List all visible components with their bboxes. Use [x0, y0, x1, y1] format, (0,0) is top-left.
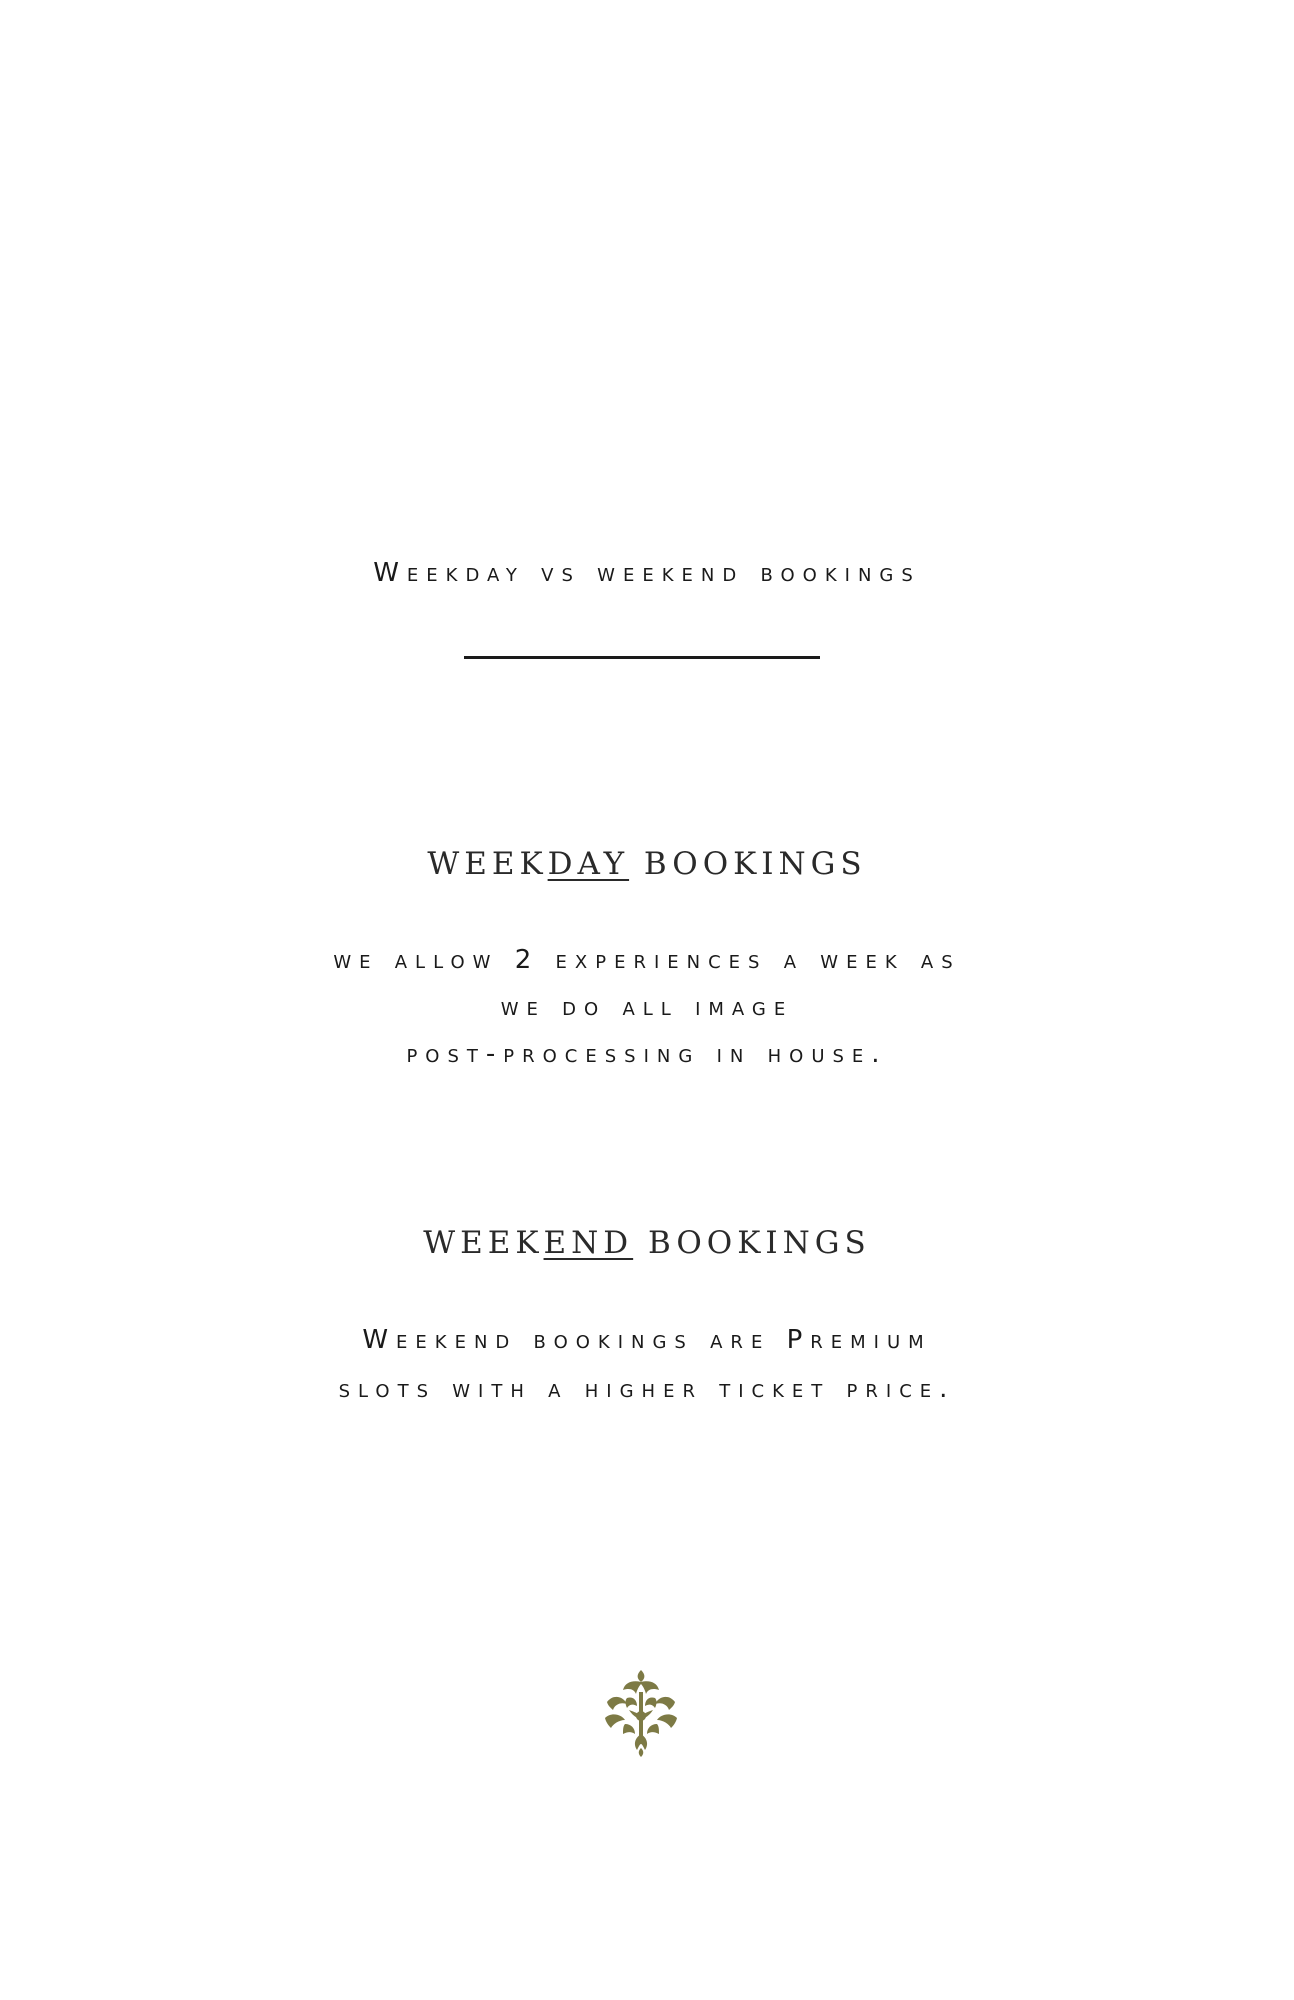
weekend-heading	[0, 1221, 1294, 1265]
weekday-heading	[0, 842, 1294, 886]
weekday-line-3: post-processing in house.	[406, 1039, 888, 1069]
weekday-heading-prefix: WEEK	[427, 846, 548, 882]
weekend-line-1: Weekend bookings are Premium	[362, 1325, 932, 1355]
fleur-ornament-icon	[603, 1668, 679, 1758]
page-title: Weekday vs weekend bookings	[373, 558, 921, 588]
weekday-description	[0, 937, 1294, 1078]
weekend-line-2: slots with a higher ticket price.	[338, 1374, 956, 1404]
weekend-description	[0, 1316, 1294, 1414]
weekday-heading-suffix: BOOKINGS	[629, 846, 867, 882]
weekday-heading-underlined: DAY	[547, 846, 630, 882]
weekday-line-1: we allow 2 experiences a week as	[333, 945, 961, 975]
weekday-line-2: we do all image	[500, 992, 794, 1022]
weekend-heading-suffix: BOOKINGS	[633, 1225, 871, 1261]
weekend-heading-prefix: WEEK	[423, 1225, 544, 1261]
title-divider	[464, 656, 820, 659]
weekend-heading-underlined: END	[543, 1225, 634, 1261]
